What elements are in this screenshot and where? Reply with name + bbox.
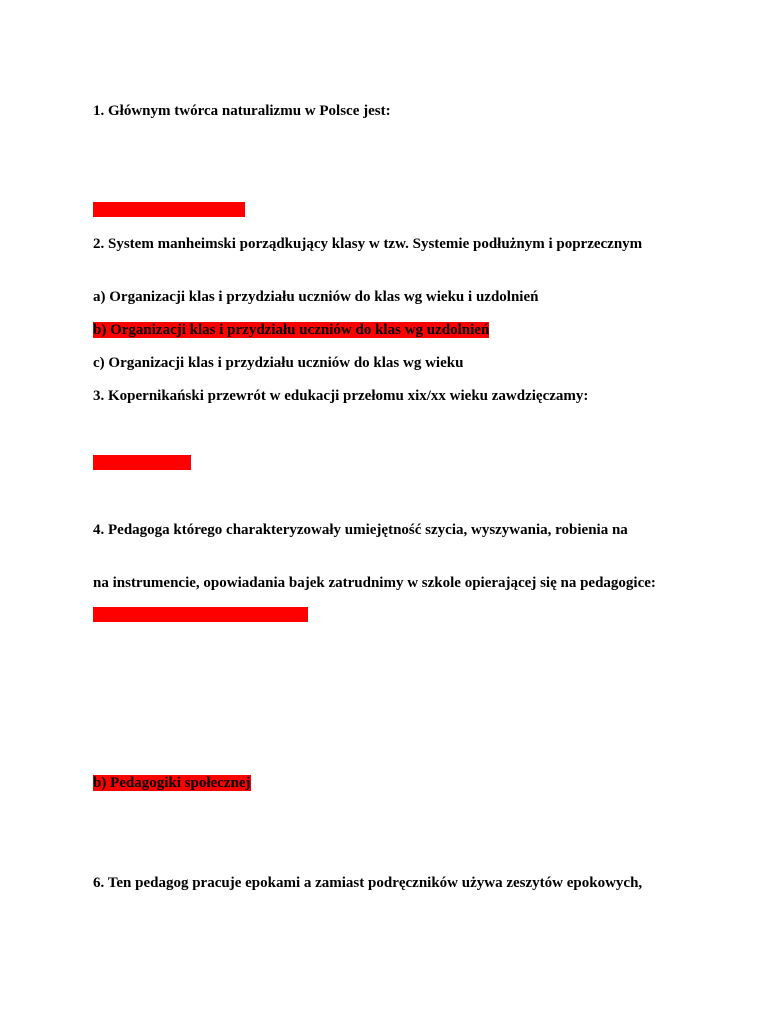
question-4-line-2: na instrumencie, opowiadania bajek zatrudnimy w szkole opierającej się na pedagogice:: [93, 575, 656, 591]
question-1: 1. Głównym twórca naturalizmu w Polsce jest:: [93, 103, 391, 119]
question-6: 6. Ten pedagog pracuje epokami a zamiast podręczników używa zeszytów epokowych,: [93, 875, 643, 891]
question-4-line-1: 4. Pedagoga którego charakteryzowały umiejętność szycia, wyszywania, robienia na: [93, 522, 628, 538]
redacted-answer-1: [93, 202, 245, 217]
answer-2c: c) Organizacji klas i przydziału uczniów do klas wg wieku: [93, 355, 464, 371]
redacted-answer-3: [93, 455, 191, 470]
answer-2b: [93, 321, 489, 339]
redacted-answer-4: [93, 607, 308, 622]
answer-2a: a) Organizacji klas i przydziału uczniów do klas wg wieku i uzdolnień: [93, 289, 539, 305]
answer-2b-highlight: b) Organizacji klas i przydziału uczniów do klas wg uzdolnień: [93, 322, 490, 338]
answer-5b: [93, 774, 251, 792]
question-3: 3. Kopernikański przewrót w edukacji przełomu xix/xx wieku zawdzięczamy:: [93, 388, 589, 404]
question-2: 2. System manheimski porządkujący klasy w tzw. Systemie podłużnym i poprzecznym: [93, 236, 643, 252]
answer-5b-highlight: b) Pedagogiki społecznej: [93, 775, 251, 791]
